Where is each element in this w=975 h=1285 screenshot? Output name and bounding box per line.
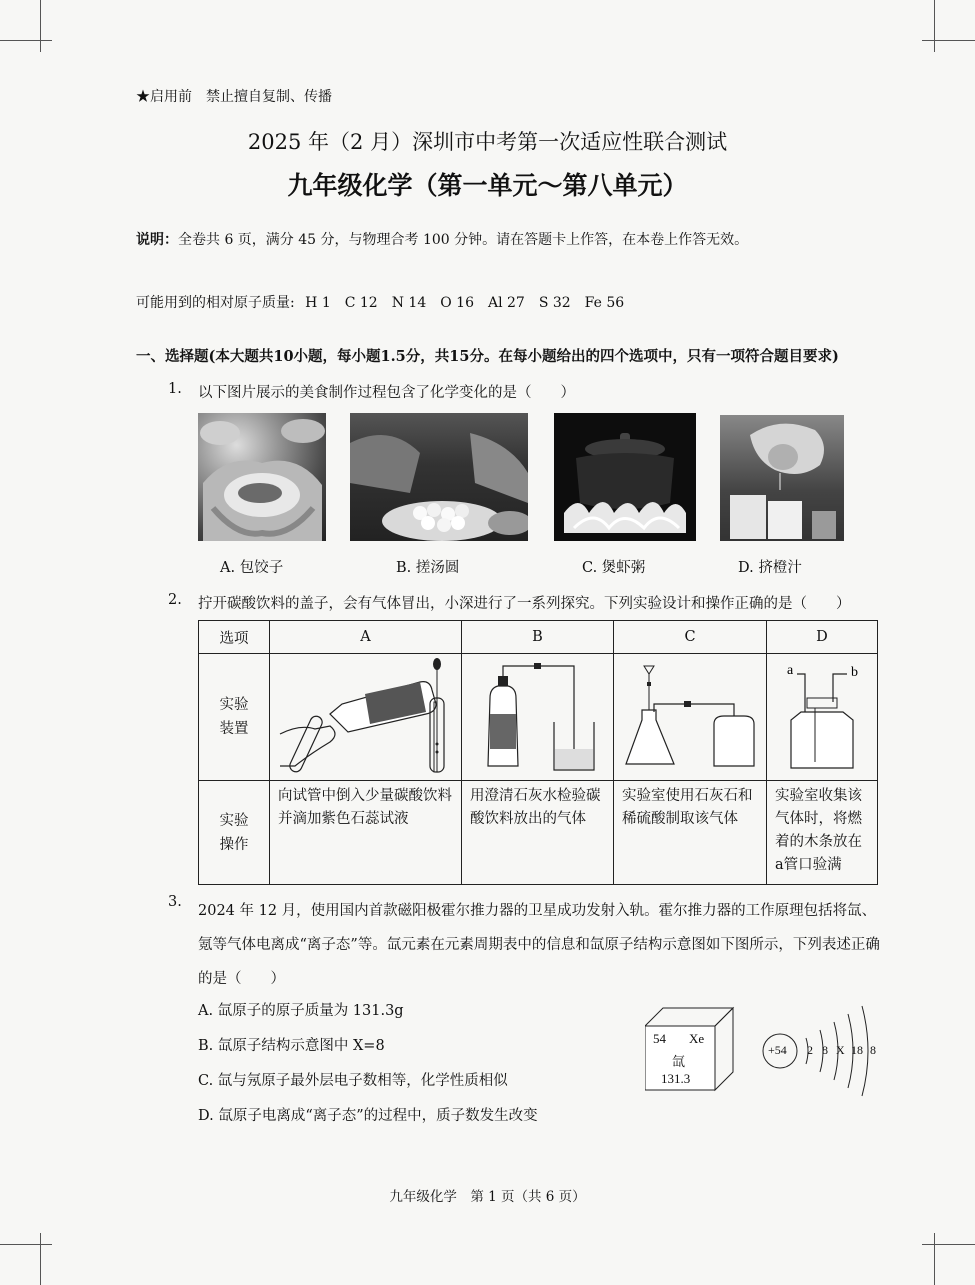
tube-label-b: b (851, 665, 858, 680)
crop-mark-br-h (922, 1244, 975, 1245)
apparatus-a (270, 654, 462, 781)
crop-mark-tr (934, 0, 935, 52)
atom-shell-1: 2 (807, 1043, 813, 1057)
atom-structure-diagram (760, 998, 880, 1098)
q3-option-a: A. 氙原子的原子质量为 131.3g (198, 1003, 404, 1019)
operation-c: 实验室使用石灰石和稀硫酸制取该气体 (614, 781, 767, 885)
row-apparatus-label: 实验装置 (199, 654, 270, 781)
instructions (136, 229, 748, 249)
operation-a: 向试管中倒入少量碳酸饮料并滴加紫色石蕊试液 (270, 781, 462, 885)
q3-option-c: C. 氙与氖原子最外层电子数相等，化学性质相似 (198, 1073, 508, 1089)
q3-number: 3. (168, 894, 182, 910)
exam-title: 2025 年（2 月）深圳市中考第一次适应性联合测试 (247, 130, 728, 154)
atomic-masses (136, 292, 624, 312)
q3-text: 2024 年 12 月，使用国内首款磁阳极霍尔推力器的卫星成功发射入轨。霍尔推力器的工作原理包括将氙、氪等气体电离成“离子态”等。氙元素在元素周期表中的信息和氙原子结构示意图如下图所示，下列表述正确的是（ ） (198, 903, 880, 987)
operation-d: 实验室收集该气体时，将燃着的木条放在a管口验满 (767, 781, 878, 885)
q1-option-c: C. 煲虾粥 (582, 560, 646, 576)
table-col-c: C (614, 621, 767, 654)
tube-label-a: a (787, 663, 794, 678)
table-header-label: 选项 (199, 621, 270, 654)
apparatus-b (462, 654, 614, 781)
table-col-b: B (462, 621, 614, 654)
instructions-label: 说明： (136, 232, 178, 248)
q1-option-b: B. 搓汤圆 (396, 560, 460, 576)
crop-mark-br (934, 1233, 935, 1285)
photo-claypot (554, 413, 696, 541)
element-number: 54 (653, 1031, 666, 1046)
atom-shell-5: 8 (870, 1043, 876, 1057)
apparatus-d (767, 654, 878, 781)
element-name: 氙 (672, 1055, 686, 1070)
q1-option-d: D. 挤橙汁 (738, 560, 802, 576)
q2-number: 2. (168, 592, 182, 608)
atom-shell-2: 8 (822, 1043, 828, 1057)
crop-mark-tl (40, 0, 41, 52)
atom-shell-3: X (836, 1043, 845, 1057)
q1-number: 1. (168, 381, 182, 397)
crop-mark-tl-h (0, 40, 52, 41)
q1-text: 以下图片展示的美食制作过程包含了化学变化的是（ ） (198, 385, 575, 401)
crop-mark-bl-h (0, 1244, 52, 1245)
table-col-d: D (767, 621, 878, 654)
element-mass: 131.3 (661, 1071, 691, 1086)
element-symbol: Xe (689, 1031, 705, 1046)
q3-option-b: B. 氙原子结构示意图中 X=8 (198, 1038, 385, 1054)
atom-shell-4: 18 (851, 1043, 863, 1057)
instructions-text: 全卷共 6 页，满分 45 分，与物理合考 100 分钟。请在答题卡上作答，在本卷上作答无效。 (178, 232, 749, 248)
page-footer: 九年级化学 第 1 页（共 6 页） (389, 1189, 586, 1205)
photo-tangyuan (350, 413, 528, 541)
q1-option-a: A. 包饺子 (220, 560, 284, 576)
apparatus-c (614, 654, 767, 781)
atomic-masses-values: H 1 C 12 N 14 O 16 Al 27 S 32 Fe 56 (305, 295, 625, 311)
q2-text: 拧开碳酸饮料的盖子，会有气体冒出，小深进行了一系列探究。下列实验设计和操作正确的是（ ） (198, 596, 851, 612)
crop-mark-bl (40, 1233, 41, 1285)
table-col-a: A (270, 621, 462, 654)
photo-dumplings (198, 413, 326, 541)
confidential-note: ★启用前 禁止擅自复制、传播 (136, 89, 332, 105)
atomic-masses-label: 可能用到的相对原子质量: (136, 295, 295, 311)
crop-mark-tr-h (922, 40, 975, 41)
experiment-table (198, 620, 878, 885)
photo-orange-juice (720, 415, 844, 541)
row-operation-label: 实验操作 (199, 781, 270, 885)
q3-option-d: D. 氙原子电离成“离子态”的过程中，质子数发生改变 (198, 1108, 538, 1124)
exam-subtitle: 九年级化学（第一单元～第八单元） (287, 171, 688, 200)
section-heading: 一、选择题(本大题共10小题，每小题1.5分，共15分。在每小题给出的四个选项中，只有一项符合题目要求) (136, 348, 839, 365)
atom-nucleus: +54 (768, 1043, 787, 1057)
operation-b: 用澄清石灰水检验碳酸饮料放出的气体 (462, 781, 614, 885)
element-cell (645, 1004, 737, 1094)
